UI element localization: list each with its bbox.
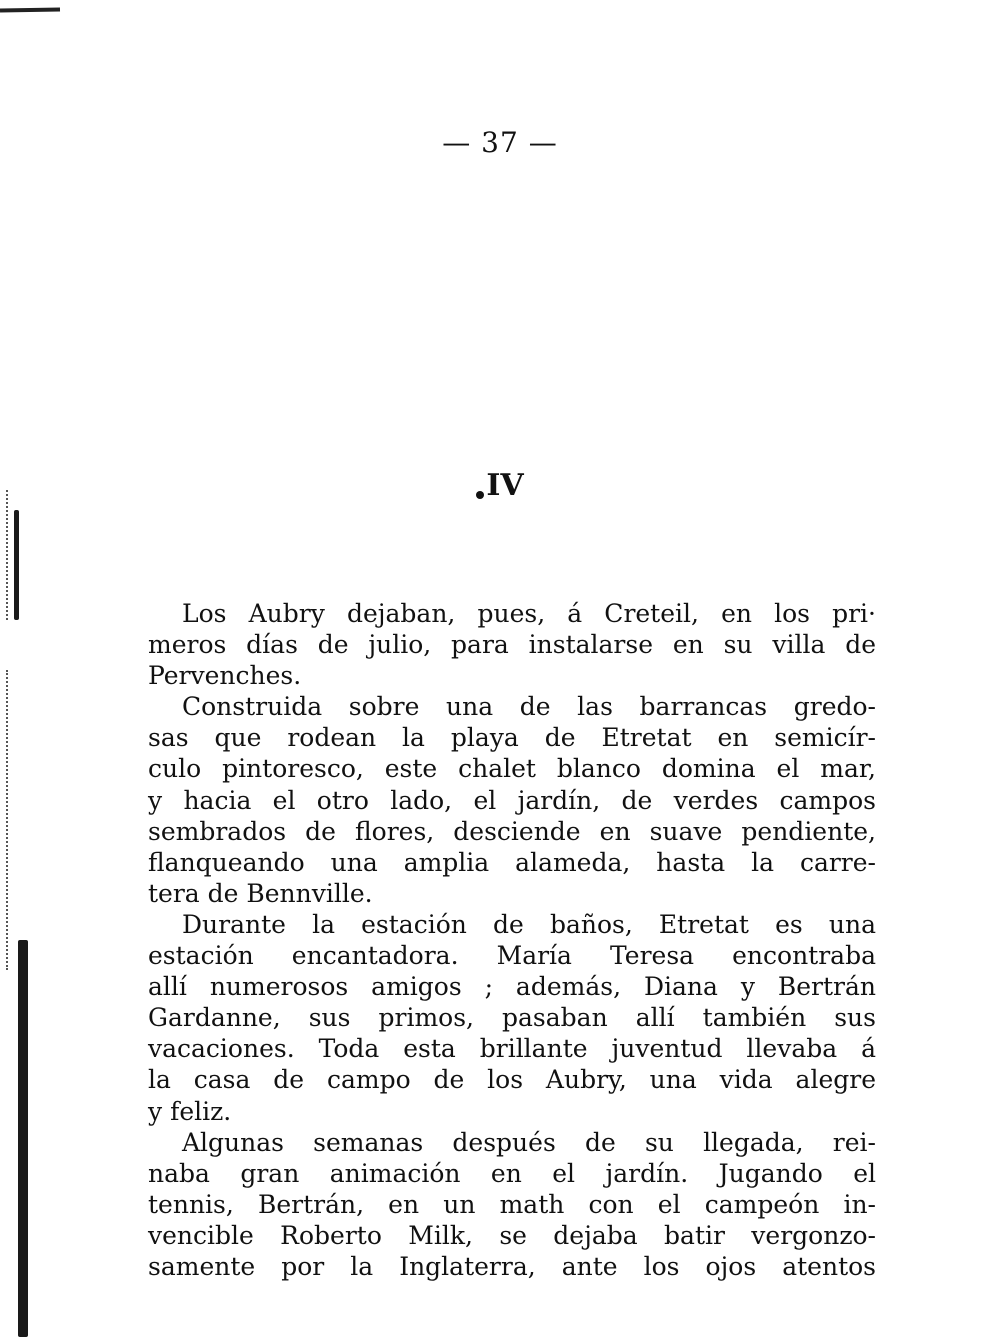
text-line: vencible Roberto Milk, se dejaba batir vergonzo- [148, 1220, 876, 1250]
scan-edge-strip [18, 940, 28, 1337]
text-line: y feliz. [148, 1096, 232, 1126]
text-line: la casa de campo de los Aubry, una vida alegre [148, 1065, 876, 1095]
text-line: Construida sobre una de las barrancas gredo- [182, 692, 876, 722]
ink-dot [476, 491, 484, 499]
scan-mark-top [0, 7, 60, 12]
text-line: tera de Bennville. [148, 878, 373, 908]
text-line: allí numerosos amigos ; además, Diana y Bertrán [148, 972, 876, 1002]
text-line: sas que rodean la playa de Etretat en semicír- [148, 723, 876, 753]
text-line: Durante la estación de baños, Etretat es una [182, 909, 876, 939]
text-line: sembrados de flores, desciende en suave pendiente, [148, 816, 876, 846]
body-text [148, 598, 876, 1282]
text-line: samente por la Inglaterra, ante los ojos atentos [148, 1251, 876, 1281]
text-line: estación encantadora. María Teresa encontraba [148, 941, 876, 971]
text-line: Los Aubry dejaban, pues, á Creteil, en los pri· [182, 599, 876, 628]
text-line: vacaciones. Toda esta brillante juventud llevaba á [148, 1034, 876, 1064]
text-line: y hacia el otro lado, el jardín, de verdes campos [148, 785, 876, 815]
chapter-heading [0, 468, 1000, 503]
chapter-numeral: IV [486, 468, 524, 503]
text-line: culo pintoresco, este chalet blanco domina el mar, [148, 754, 876, 784]
scan-edge-dots [6, 670, 30, 970]
page-number: — 37 — [442, 126, 558, 159]
text-line: tennis, Bertrán, en un math con el campeón in- [148, 1189, 876, 1219]
text-line: Algunas semanas después de su llegada, rei- [182, 1127, 876, 1157]
scan-edge-shadow [0, 490, 40, 1337]
text-line: Gardanne, sus primos, pasaban allí también sus [148, 1003, 876, 1033]
text-lines [148, 598, 876, 1282]
text-line: naba gran animación en el jardín. Jugando el [148, 1158, 876, 1188]
text-line: flanqueando una amplia alameda, hasta la carre- [148, 847, 876, 877]
text-line: Pervenches. [148, 661, 302, 691]
scan-edge-strip [14, 510, 19, 620]
text-line: meros días de julio, para instalarse en su villa de [148, 630, 876, 660]
